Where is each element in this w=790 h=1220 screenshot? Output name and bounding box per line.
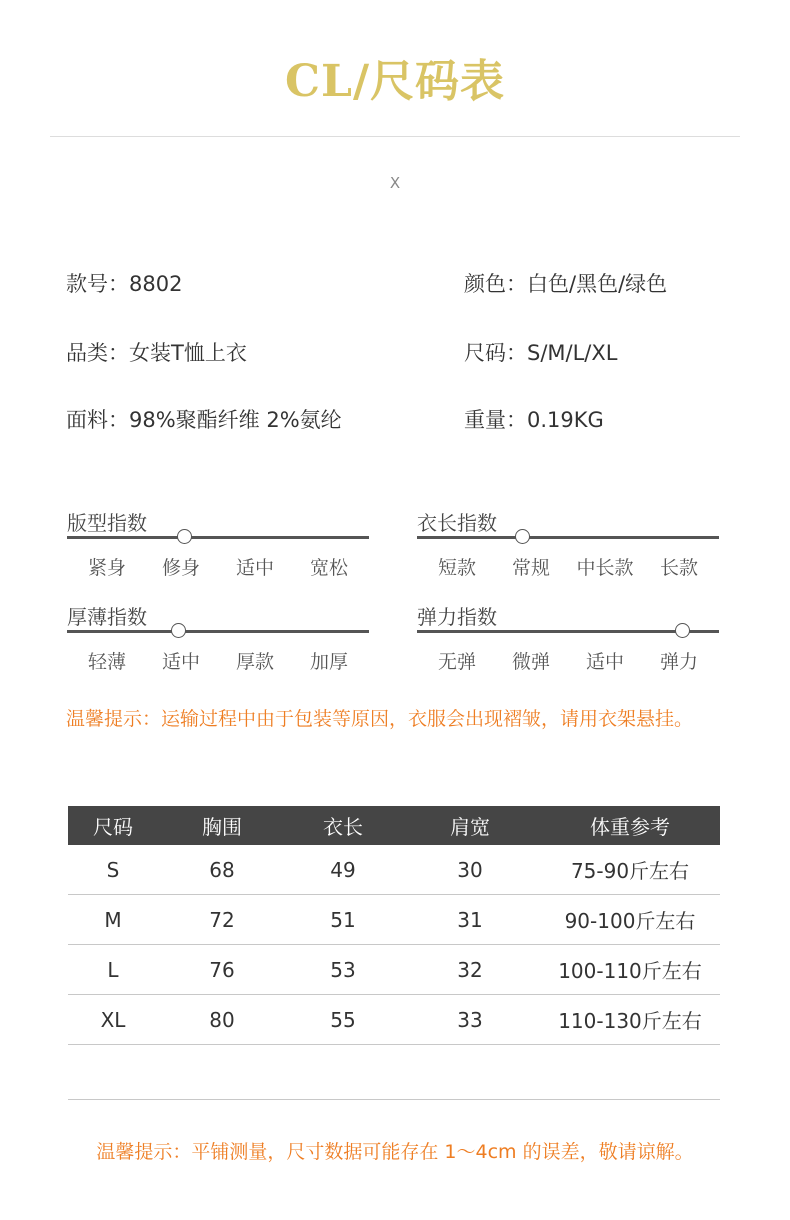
elasticity-index-title: 弹力指数	[417, 605, 497, 629]
table-cell: 30	[400, 845, 540, 895]
color-info: 颜色：白色/黑色/绿色	[464, 272, 668, 296]
elasticity-option: 弹力	[659, 651, 698, 673]
table-cell: 80	[158, 995, 286, 1045]
page-title: CL/尺码表	[284, 56, 506, 107]
measurement-tip: 温馨提示：平铺测量，尺寸数据可能存在 1～4cm 的误差，敬请谅解。	[96, 1141, 694, 1163]
table-cell: 90-100斤左右	[540, 895, 720, 945]
title-divider	[50, 136, 740, 137]
elasticity-index-marker	[675, 623, 690, 638]
length-option: 短款	[437, 557, 476, 579]
thickness-index-marker	[171, 623, 186, 638]
fit-option: 紧身	[87, 557, 126, 579]
table-cell: 31	[400, 895, 540, 945]
table-cell: S	[68, 845, 158, 895]
length-index	[417, 507, 721, 597]
close-mark: X	[389, 174, 401, 192]
length-index-track	[417, 536, 719, 539]
table-row	[68, 995, 720, 1045]
table-cell: 32	[400, 945, 540, 995]
thickness-index-track	[67, 630, 369, 633]
thickness-index	[67, 601, 371, 691]
fabric-info: 面料：98%聚酯纤维 2%氨纶	[66, 408, 342, 432]
header-weight: 体重参考	[540, 806, 720, 845]
length-option: 中长款	[576, 557, 634, 579]
length-option: 长款	[659, 557, 698, 579]
elasticity-index-track	[417, 630, 719, 633]
sizes-info: 尺码：S/M/L/XL	[464, 341, 618, 365]
thickness-option: 适中	[161, 651, 200, 673]
weight-info: 重量：0.19KG	[464, 408, 604, 432]
table-cell: L	[68, 945, 158, 995]
elasticity-option: 微弹	[511, 651, 550, 673]
table-bottom-divider	[68, 1099, 720, 1100]
fit-option: 修身	[161, 557, 200, 579]
header-size: 尺码	[68, 806, 158, 845]
category-info: 品类：女装T恤上衣	[66, 341, 247, 365]
thickness-option: 加厚	[309, 651, 348, 673]
header-length: 衣长	[286, 806, 400, 845]
table-cell: 51	[286, 895, 400, 945]
fit-option: 宽松	[309, 557, 348, 579]
table-cell: 75-90斤左右	[540, 845, 720, 895]
table-cell: 49	[286, 845, 400, 895]
table-cell: XL	[68, 995, 158, 1045]
table-cell: 100-110斤左右	[540, 945, 720, 995]
fit-index	[67, 507, 371, 597]
table-cell: 72	[158, 895, 286, 945]
table-cell: 68	[158, 845, 286, 895]
table-cell: M	[68, 895, 158, 945]
elasticity-index	[417, 601, 721, 691]
table-header-row	[68, 806, 720, 845]
table-cell: 55	[286, 995, 400, 1045]
table-cell: 76	[158, 945, 286, 995]
fit-option: 适中	[235, 557, 274, 579]
header-shoulder: 肩宽	[400, 806, 540, 845]
fit-index-title: 版型指数	[67, 511, 147, 535]
table-row	[68, 945, 720, 995]
fit-index-track	[67, 536, 369, 539]
table-row	[68, 845, 720, 895]
table-cell: 33	[400, 995, 540, 1045]
elasticity-option: 适中	[585, 651, 624, 673]
fit-index-marker	[177, 529, 192, 544]
header-chest: 胸围	[158, 806, 286, 845]
size-table	[68, 806, 720, 1045]
table-row	[68, 895, 720, 945]
table-cell: 53	[286, 945, 400, 995]
thickness-option: 轻薄	[87, 651, 126, 673]
style-number: 款号：8802	[66, 272, 183, 296]
length-index-title: 衣长指数	[417, 511, 497, 535]
shipping-tip: 温馨提示：运输过程中由于包装等原因，衣服会出现褶皱，请用衣架悬挂。	[66, 708, 694, 730]
elasticity-option: 无弹	[437, 651, 476, 673]
length-index-marker	[515, 529, 530, 544]
table-cell: 110-130斤左右	[540, 995, 720, 1045]
thickness-option: 厚款	[235, 651, 274, 673]
thickness-index-title: 厚薄指数	[67, 605, 147, 629]
length-option: 常规	[511, 557, 550, 579]
